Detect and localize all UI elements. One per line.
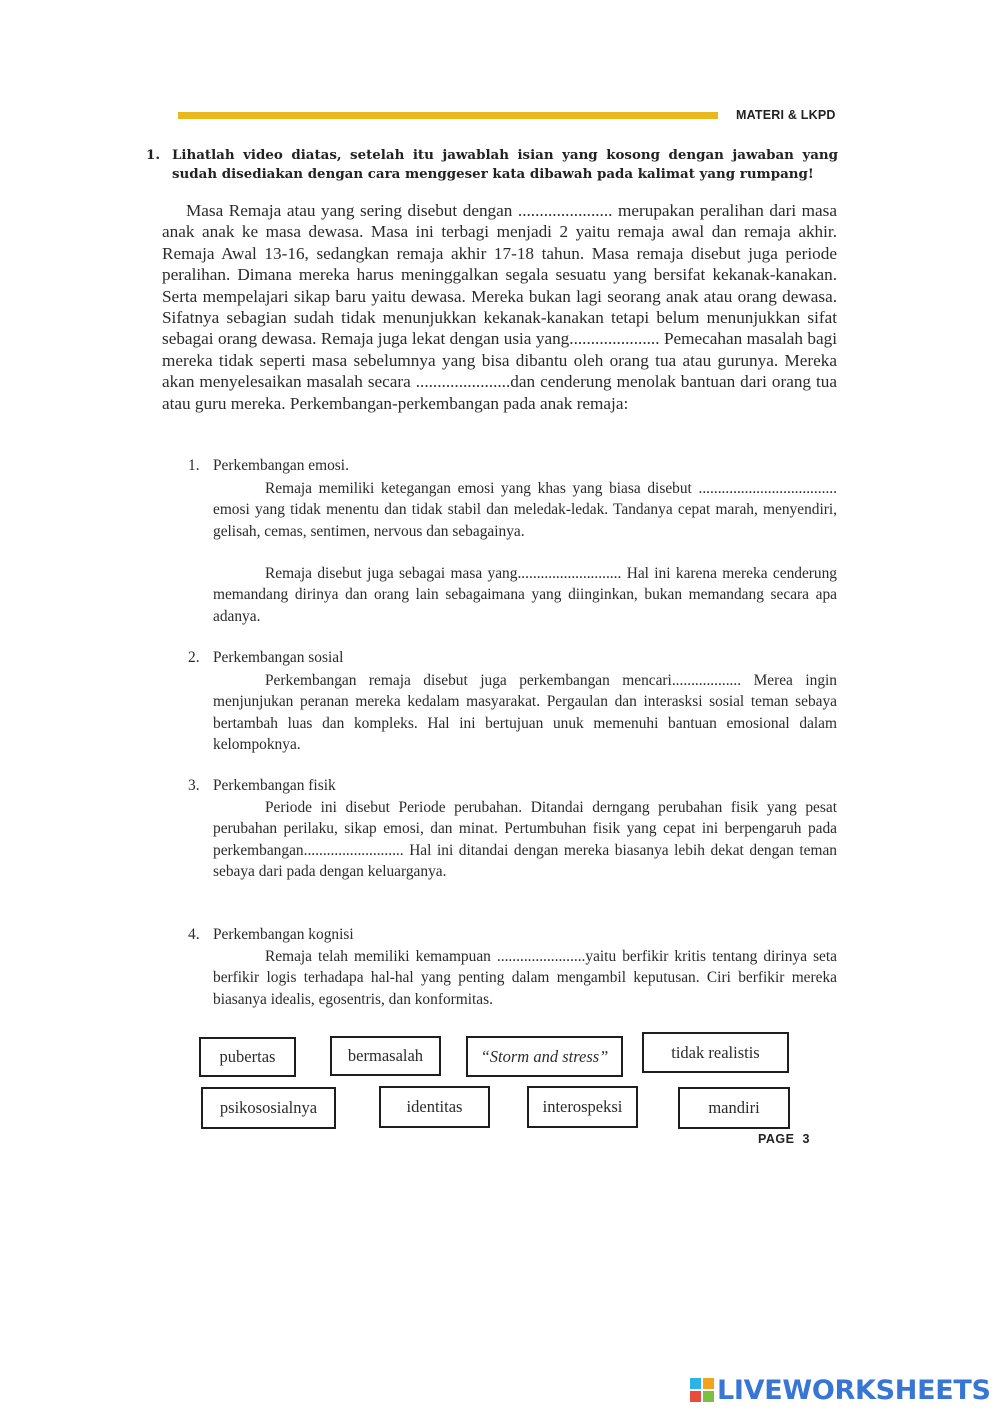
logo-square [690,1391,701,1402]
logo-square [690,1378,701,1389]
liveworksheets-logo [690,1372,991,1408]
word-tile-pubertas[interactable]: pubertas [199,1037,296,1077]
section-paragraph-fisik: Periode ini disebut Periode perubahan. Ditandai derngang perubahan fisik yang pesat perubahan perilaku, sikap emosi, dan minat. Pertumbuhan fisik yang cepat ini berpengaruh pada perkembangan.......................... Hal ini ditandai dengan mereka biasanya lebih dekat dengan teman sebaya dari pada dengan keluarganya. [213,799,837,880]
word-tile-identitas[interactable]: identitas [379,1086,490,1128]
word-tile-storm-and-stress[interactable]: “Storm and stress” [466,1036,623,1077]
intro-text: Masa Remaja atau yang sering disebut dengan ...................... merupakan peralihan dari masa anak anak ke masa dewasa. Masa ini terbagi menjadi 2 yaitu remaja awal dan remaja akhir. Remaja Awal 13-16, sedangkan remaja akhir 17-18 tahun. Masa remaja disebut juga periode peralihan. Dimana mereka harus meninggalkan segala sesuatu yang bersifat kekanak-kanakan. Serta mempelajari sikap baru yaitu dewasa. Mereka bukan lagi seorang anak atau orang dewasa. Sifatnya sebagian sudah tidak menunjukkan kekanak-kanakan tetapi belum menunjukkan sifat sebagai orang dewasa. Remaja juga lekat dengan usia yang..................... Pemecahan masalah bagi mereka tidak seperti masa sebelumnya yang bisa dibantu oleh orang tua atau gurunya. Mereka akan menyelesaikan masalah secara ......................dan cenderung menolak bantuan dari orang tua atau guru mereka. Perkembangan-perkembangan pada anak remaja: [162,201,837,413]
page-number: PAGE 3 [758,1132,810,1146]
section-paragraph-kognisi: Remaja telah memiliki kemampuan .......................yaitu berfikir kritis tentang dirinya seta berfikir logis terhadapa hal-hal yang penting dalam mengambil keputusan. Ciri berfikir mereka biasanya idealis, egosentris, dan konformitas. [213,948,837,1008]
header-accent-bar [178,112,718,119]
word-tile-interospeksi[interactable]: interospeksi [527,1086,638,1128]
word-tile-tidak-realistis[interactable]: tidak realistis [642,1032,789,1073]
section-paragraph-sosial: Perkembangan remaja disebut juga perkembangan mencari.................. Merea ingin menjunjukan peranan mereka kedalam masyarakat. Pergaulan dan interasksi sosial teman sebaya bertambah luas dan kompleks. Hal ini bertujuan unuk memenuhi bantuan emosional dalam kelompoknya. [213,672,837,753]
word-tile-psikososialnya[interactable]: psikososialnya [201,1087,336,1129]
section-paragraph-emosi-2: Remaja disebut juga sebagai masa yang........................... Hal ini karena mereka cenderung memandang dirinya dan orang lain sebagaimana yang diinginkan, bukan memandang secara apa adanya. [213,565,837,625]
section-title-fisik: 3. Perkembangan fisik [188,777,336,794]
word-tile-bermasalah[interactable]: bermasalah [330,1036,441,1076]
liveworksheets-logo-text: LIVEWORKSHEETS [717,1374,991,1406]
section-title-kognisi: 4. Perkembangan kognisi [188,926,354,943]
instruction-number: 1. [146,147,160,163]
intro-paragraph [162,200,837,414]
section-title-emosi: 1. Perkembangan emosi. [188,457,349,474]
section-title-sosial: 2. Perkembangan sosial [188,649,344,666]
header-label: MATERI & LKPD [736,108,836,122]
instruction-text: Lihatlah video diatas, setelah itu jawablah isian yang kosong dengan jawaban yang sudah disediakan dengan cara menggeser kata dibawah pada kalimat yang rumpang! [172,147,838,182]
logo-square [703,1391,714,1402]
liveworksheets-logo-icon [690,1378,714,1402]
logo-square [703,1378,714,1389]
word-tile-mandiri[interactable]: mandiri [678,1087,790,1129]
instruction [146,146,838,184]
section-paragraph-emosi-1: Remaja memiliki ketegangan emosi yang khas yang biasa disebut .................................... emosi yang tidak menentu dan tidak stabil dan meledak-ledak. Tandanya cepat marah, menyendiri, gelisah, cemas, sentimen, nervous dan sebagainya. [213,480,837,540]
